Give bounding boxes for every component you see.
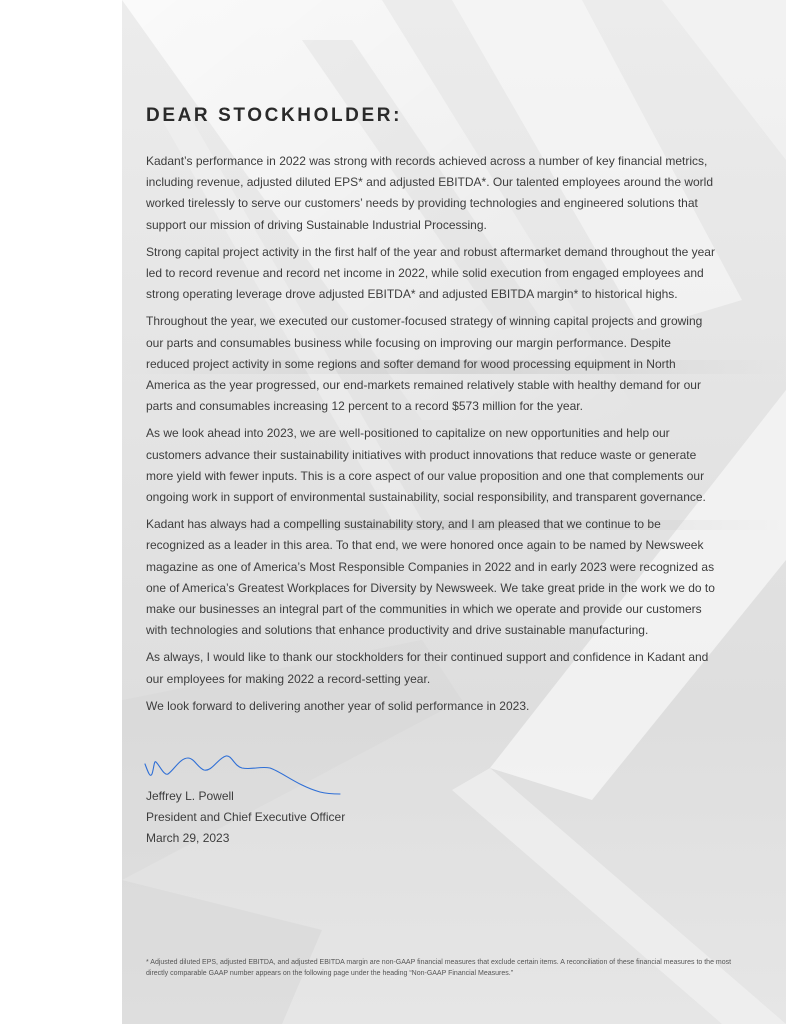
paragraph: As always, I would like to thank our stockholders for their continued support and confidence in Kadant and our employees for making 2022 a record-setting year.	[146, 650, 709, 686]
paragraph: Kadant has always had a compelling sustainability story, and I am pleased that we continue to be recognized as a leader in this area. To that end, we were honored once again to be named by Newsweek magazine as one of America’s Most Responsible Companies in 2022 and in early 2023 were recognized as one of America’s Greatest Workplaces for Diversity by Newsweek. We take great pride in the work we do to make our businesses an integral part of the communities in which we operate and provide our customers with technologies and solutions that enhance productivity and drive sustainable manufacturing.	[146, 517, 715, 638]
signer-name: Jeffrey L. Powell	[146, 789, 234, 803]
footnote: * Adjusted diluted EPS, adjusted EBITDA, and adjusted EBITDA margin are non-GAAP financial measures that exclude certain items. A reconciliation of these financial measures to the most directly comparable GAAP number appears on the following page under the heading “Non-GAAP Financial Measures.”	[146, 959, 732, 977]
signer-title: President and Chief Executive Officer	[146, 810, 346, 825]
paragraph: As we look ahead into 2023, we are well-positioned to capitalize on new opportunities and help our customers advance their sustainability initiatives with product innovations that reduce waste or generate more yield with fewer inputs. This is a core aspect of our value proposition and one that complements our ongoing work in support of environmental sustainability, social responsibility, and transparent governance.	[146, 426, 706, 505]
page-title: DEAR STOCKHOLDER:	[146, 105, 403, 126]
paragraph: Strong capital project activity in the first half of the year and robust aftermarket demand throughout the year led to record revenue and record net income in 2022, while solid execution from engaged employees and strong operating leverage drove adjusted EBITDA* and adjusted EBITDA margin* to historical highs.	[146, 244, 715, 302]
letter-body	[146, 151, 716, 723]
letter-date: March 29, 2023	[146, 831, 230, 846]
letter-page	[122, 0, 786, 1024]
signer-block	[146, 786, 345, 850]
paragraph: Kadant’s performance in 2022 was strong with records achieved across a number of key financial metrics, including revenue, adjusted diluted EPS* and adjusted EBITDA*. Our talented employees around the world worked tirelessly to serve our customers’ needs by providing technologies and engineered solutions that support our mission of driving Sustainable Industrial Processing.	[146, 154, 714, 232]
paragraph: Throughout the year, we executed our customer-focused strategy of winning capital projects and growing our parts and consumables business while focusing on improving our margin performance. Despite reduced project activity in some regions and softer demand for wood processing equipment in North America as the year progressed, our end-markets remained relatively stable with healthy demand for our parts and consumables increasing 12 percent to a record $573 million for the year.	[146, 314, 703, 414]
letter-content	[122, 0, 786, 1024]
paragraph: We look forward to delivering another year of solid performance in 2023.	[146, 698, 530, 713]
